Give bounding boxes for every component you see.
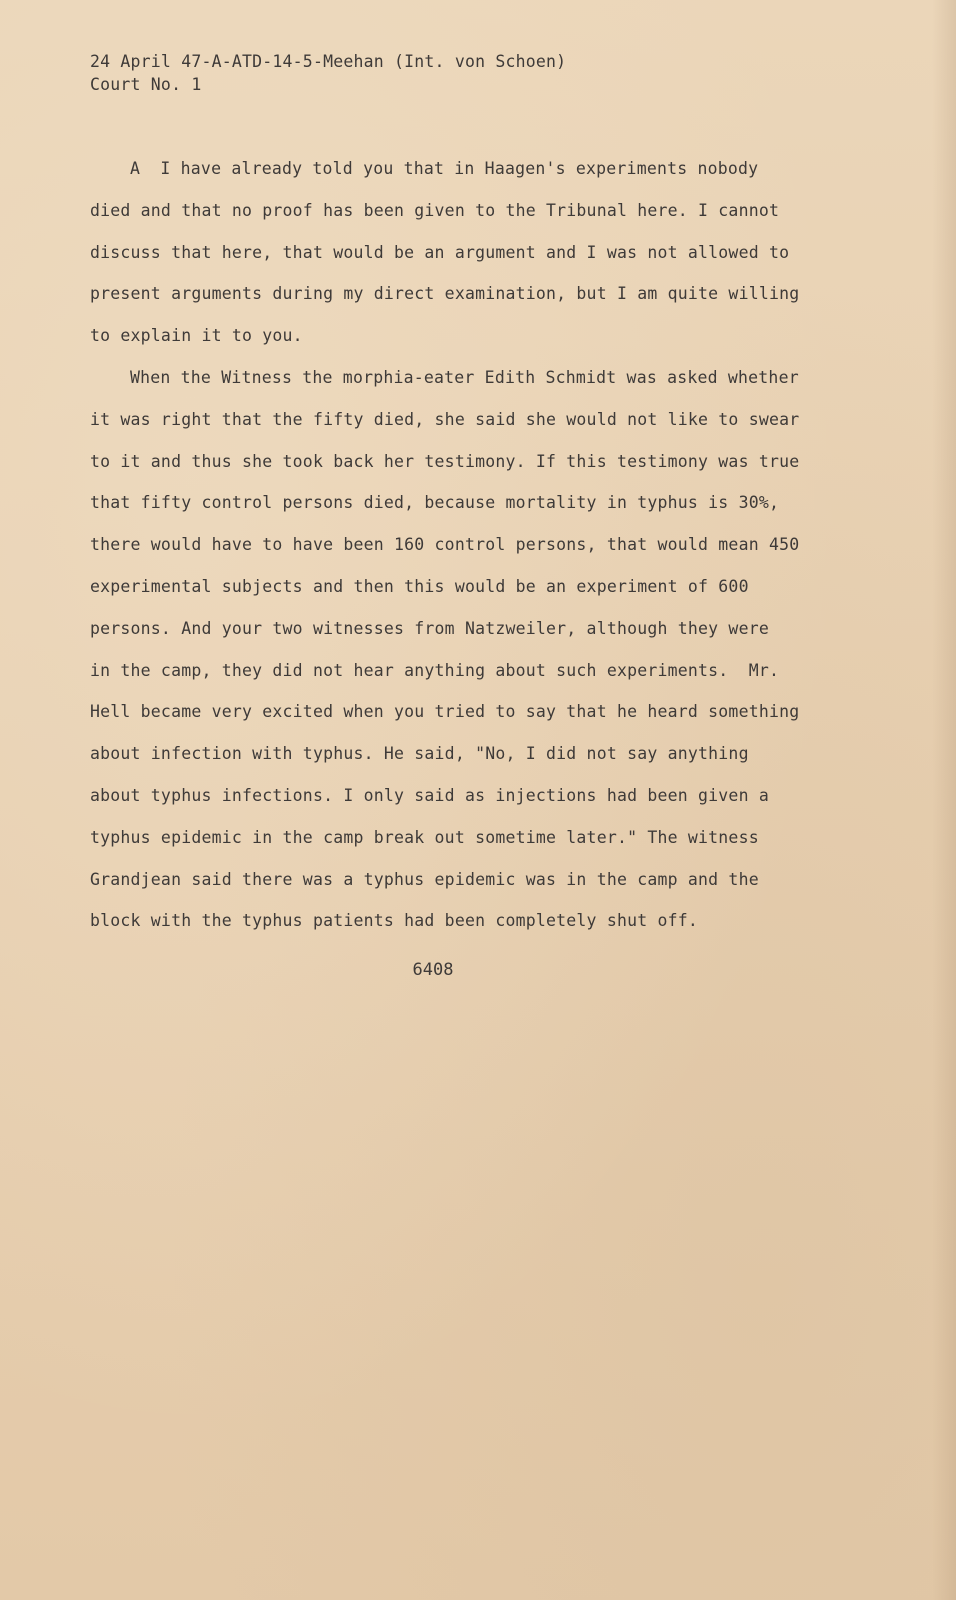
transcript-line: typhus epidemic in the camp break out sometime later." The witness	[90, 827, 759, 847]
transcript-line: A I have already told you that in Haagen's experiments nobody	[130, 159, 759, 178]
transcript-line: Hell became very excited when you tried to say that he heard something	[90, 702, 800, 722]
transcript-body	[90, 148, 812, 942]
transcript-line: in the camp, they did not hear anything about such experiments. Mr.	[90, 660, 780, 680]
transcript-line: present arguments during my direct examination, but I am quite willing	[90, 284, 800, 304]
transcript-line: discuss that here, that would be an argument and I was not allowed to	[90, 242, 790, 262]
transcript-line: experimental subjects and then this would be an experiment of 600	[90, 576, 749, 596]
transcript-line: to explain it to you.	[90, 326, 303, 346]
transcript-line: there would have to have been 160 control persons, that would mean 450	[90, 535, 800, 555]
transcript-line: about infection with typhus. He said, "No, I did not say anything	[90, 744, 749, 764]
transcript-line: it was right that the fifty died, she said she would not like to swear	[90, 409, 800, 429]
transcript-line: When the Witness the morphia-eater Edith Schmidt was asked whether	[130, 367, 799, 387]
transcript-line: died and that no proof has been given to the Tribunal here. I cannot	[90, 200, 780, 220]
transcript-line: Grandjean said there was a typhus epidemic was in the camp and the	[90, 869, 759, 889]
transcript-line: that fifty control persons died, because mortality in typhus is 30%,	[90, 493, 780, 513]
page-edge-shadow	[932, 0, 956, 1600]
document-header	[90, 50, 566, 96]
header-court-number: Court No. 1	[90, 75, 202, 94]
transcript-line: about typhus infections. I only said as injections had been given a	[90, 785, 769, 805]
header-case-reference: 24 April 47-A-ATD-14-5-Meehan (Int. von Schoen)	[90, 52, 567, 71]
transcript-line: to it and thus she took back her testimony. If this testimony was true	[90, 451, 800, 471]
transcript-line: block with the typhus patients had been completely shut off.	[90, 911, 699, 931]
page-number: 6408	[412, 960, 454, 980]
transcript-line: persons. And your two witnesses from Natzweiler, although they were	[90, 618, 769, 638]
